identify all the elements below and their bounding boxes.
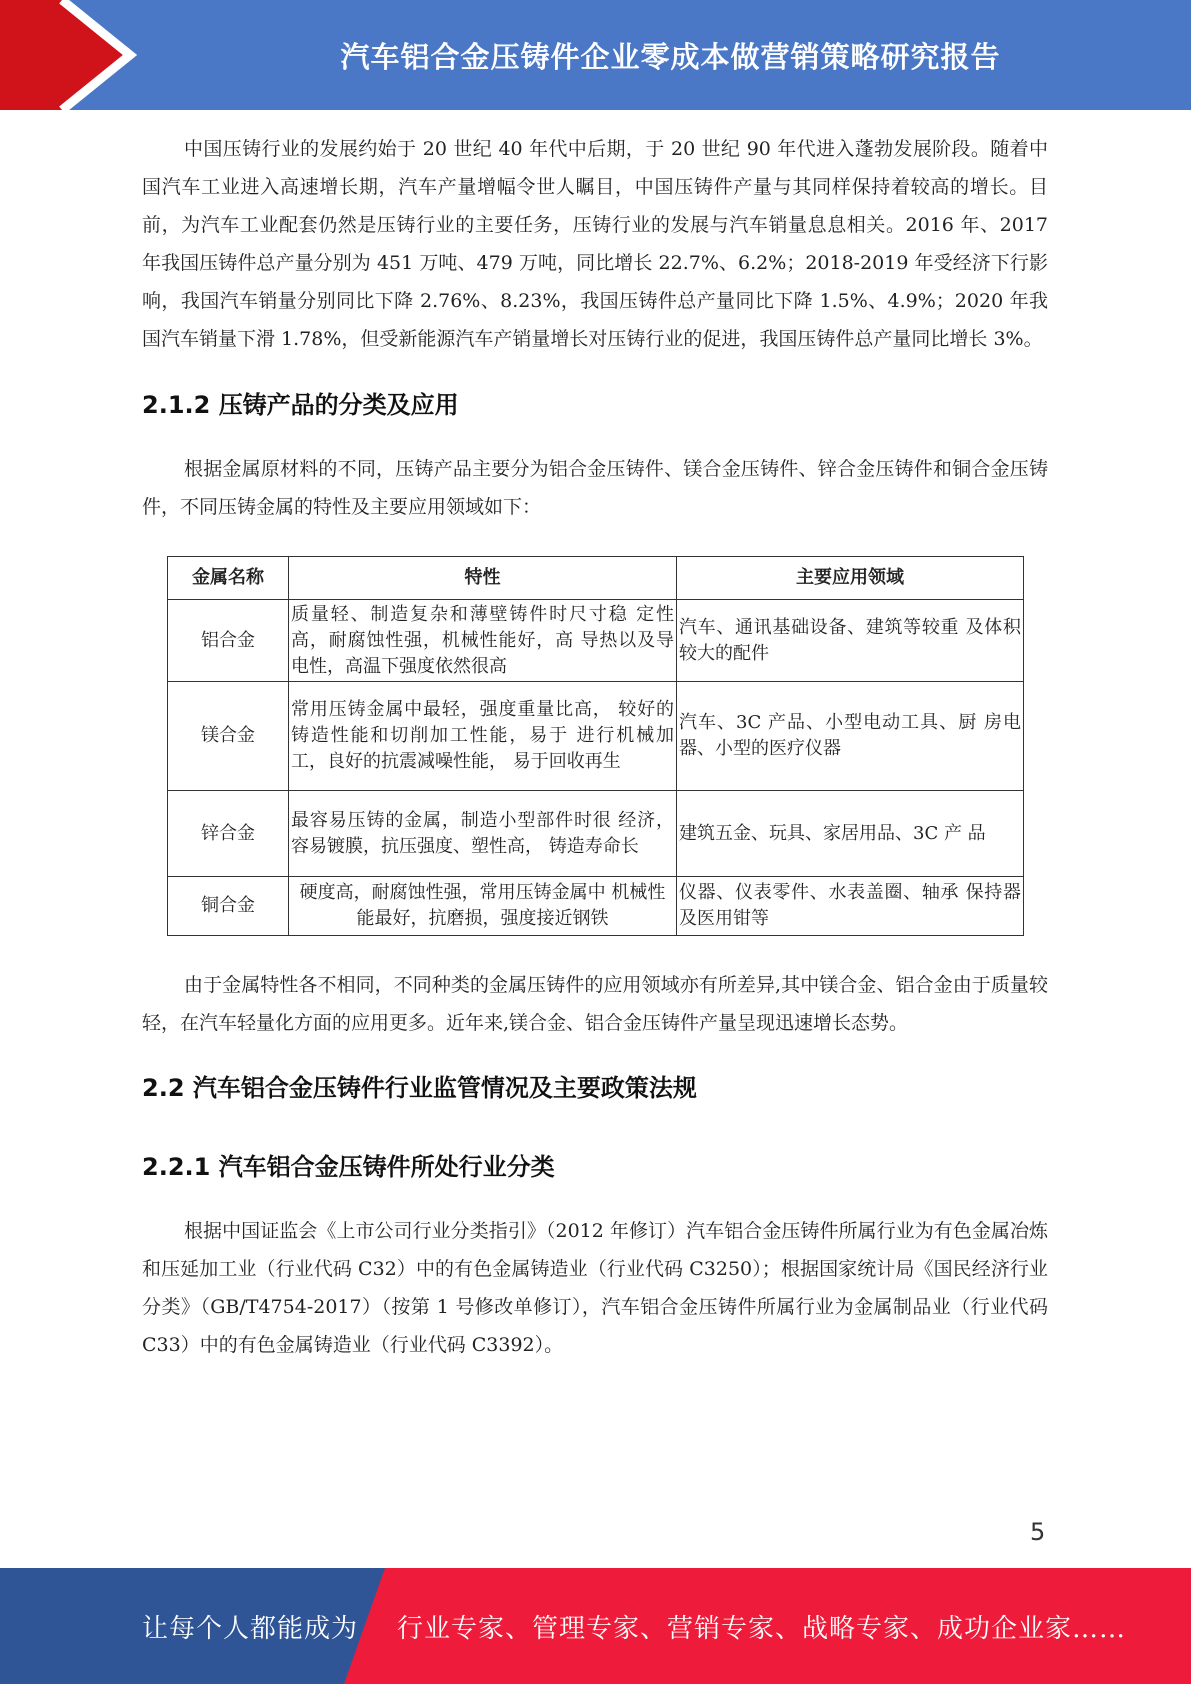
application-cell: 汽车、通讯基础设备、建筑等较重 及体积较大的配件 — [677, 600, 1024, 682]
footer-slogan-left: 让每个人都能成为 — [142, 1613, 359, 1644]
metal-name-cell: 铝合金 — [168, 600, 289, 682]
column-header-application: 主要应用领域 — [677, 557, 1024, 600]
report-title: 汽车铝合金压铸件企业零成本做营销策略研究报告 — [340, 39, 1001, 74]
application-cell: 建筑五金、玩具、家居用品、3C 产 品 — [677, 791, 1024, 877]
property-cell: 常用压铸金属中最轻，强度重量比高， 较好的铸造性能和切削加工性能，易于 进行机械加工，良好的抗震减噪性能， 易于回收再生 — [289, 682, 677, 791]
table-row — [168, 600, 1024, 682]
page-header — [0, 0, 1191, 110]
section-heading-2-1-2: 2.1.2 压铸产品的分类及应用 — [142, 391, 459, 419]
table-header-row — [168, 557, 1024, 600]
metal-name-cell: 铜合金 — [168, 877, 289, 936]
lightweight-paragraph: 由于金属特性各不相同，不同种类的金属压铸件的应用领域亦有所差异,其中镁合金、铝合金由于质量较轻，在汽车轻量化方面的应用更多。近年来,镁合金、铝合金压铸件产量呈现迅速增长态势。 — [142, 974, 1048, 1034]
column-header-metal-name: 金属名称 — [168, 557, 289, 600]
metal-properties-table — [167, 556, 1024, 936]
classification-paragraph: 根据金属原材料的不同，压铸产品主要分为铝合金压铸件、镁合金压铸件、锌合金压铸件和铜合金压铸件，不同压铸金属的特性及主要应用领域如下： — [142, 458, 1048, 518]
property-cell: 质量轻、制造复杂和薄壁铸件时尺寸稳 定性高，耐腐蚀性强，机械性能好，高 导热以及导电性，高温下强度依然很高 — [289, 600, 677, 682]
metal-name-cell: 镁合金 — [168, 682, 289, 791]
application-cell: 仪器、仪表零件、水表盖圈、轴承 保持器及医用钳等 — [677, 877, 1024, 936]
metal-name-cell: 锌合金 — [168, 791, 289, 877]
page-number: 5 — [1030, 1518, 1046, 1546]
table-row — [168, 791, 1024, 877]
table-row — [168, 682, 1024, 791]
table-row — [168, 877, 1024, 936]
intro-paragraph: 中国压铸行业的发展约始于 20 世纪 40 年代中后期，于 20 世纪 90 年代进入蓬勃发展阶段。随着中国汽车工业进入高速增长期，汽车产量增幅令世人瞩目，中国压铸件产量与其同样保持着较高的增长。目前，为汽车工业配套仍然是压铸行业的主要任务，压铸行业的发展与汽车销量息息相关。2016 年、2017 年我国压铸件总产量分别为 451 万吨、479 万吨，同比增长 22.7%、6.2%；2018-2019 年受经济下行影响，我国汽车销量分别同比下降 2.76%、8.23%，我国压铸件总产量同比下降 1.5%、4.9%；2020 年我国汽车销量下滑 1.78%，但受新能源汽车产销量增长对压铸行业的促进，我国压铸件总产量同比增长 3%。 — [142, 138, 1048, 350]
page-footer — [0, 1568, 1191, 1684]
column-header-property: 特性 — [289, 557, 677, 600]
footer-slogan-right: 行业专家、管理专家、营销专家、战略专家、成功企业家…… — [397, 1613, 1127, 1644]
section-heading-2-2: 2.2 汽车铝合金压铸件行业监管情况及主要政策法规 — [142, 1074, 697, 1102]
industry-classification-paragraph: 根据中国证监会《上市公司行业分类指引》（2012 年修订）汽车铝合金压铸件所属行业为有色金属冶炼和压延加工业（行业代码 C32）中的有色金属铸造业（行业代码 C3250）；根据国家统计局《国民经济行业分类》（GB/T4754-2017）（按第 1 号修改单修订），汽车铝合金压铸件所属行业为金属制品业（行业代码 C33）中的有色金属铸造业（行业代码 C3392）。 — [142, 1220, 1048, 1356]
application-cell: 汽车、3C 产品、小型电动工具、厨 房电器、小型的医疗仪器 — [677, 682, 1024, 791]
property-cell: 硬度高，耐腐蚀性强，常用压铸金属中 机械性能最好，抗磨损，强度接近钢铁 — [289, 877, 677, 936]
section-heading-2-2-1: 2.2.1 汽车铝合金压铸件所处行业分类 — [142, 1153, 555, 1181]
property-cell: 最容易压铸的金属，制造小型部件时很 经济，容易镀膜，抗压强度、塑性高， 铸造寿命长 — [289, 791, 677, 877]
header-arrow-decoration — [0, 0, 150, 110]
page-content — [142, 130, 1048, 1364]
